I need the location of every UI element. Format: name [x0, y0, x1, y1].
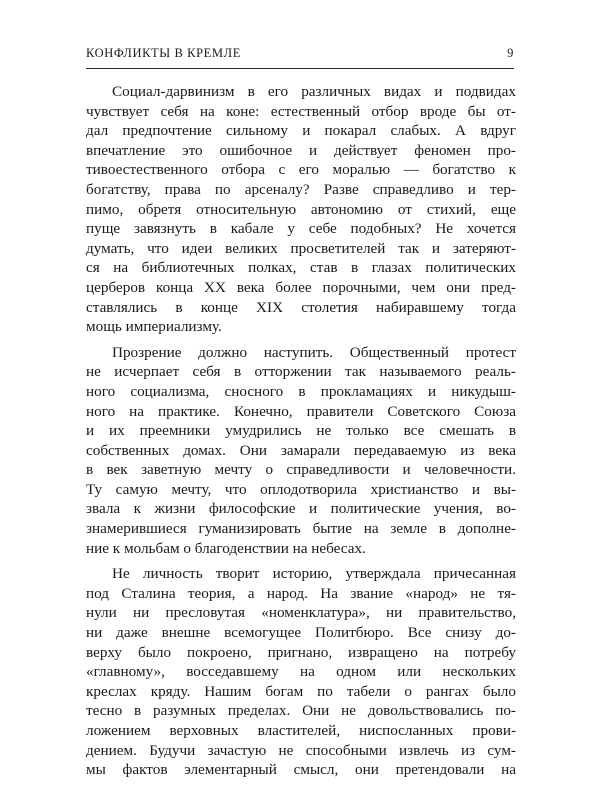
text-line: дал предпочтение сильному и покарал слабых. А вдруг	[86, 122, 516, 140]
text-line: ставлялись в конце XIX столетия набиравшему тогда	[86, 298, 516, 316]
text-line: пуще завязнуть в кабале у себе подобных? Не хочется	[86, 220, 516, 238]
text-line: Социал-дарвинизм в его различных видах и подвидах	[112, 83, 516, 100]
body-text	[86, 82, 516, 786]
text-line: в век заветную мечту о справедливости и человечности.	[86, 461, 516, 479]
text-line: ложением верховных властителей, ниспосланных прови-	[86, 722, 516, 739]
text-line: ние к мольбам о благоденствии на небесах.	[86, 539, 366, 557]
text-line: верху было покроено, пригнано, извращено на потребу	[86, 643, 516, 661]
header-rule	[86, 68, 514, 69]
text-line: пимо, обретя относительную автономию от стихий, еще	[86, 200, 516, 218]
paragraph	[86, 343, 516, 559]
text-line: звала к жизни философские и политические учения, во-	[86, 500, 516, 518]
text-line: мощь империализму.	[86, 318, 222, 336]
text-line: богатству, права по арсеналу? Разве справедливо и тер-	[86, 180, 516, 198]
text-line: не исчерпает себя в отторжении так называемого реаль-	[86, 363, 516, 381]
text-line: «главному», восседавшему на одном или нескольких	[86, 663, 516, 681]
text-line: чувствует себя на коне: естественный отбор вроде бы от-	[86, 102, 516, 120]
running-head	[86, 46, 514, 66]
text-line: впечатление это ошибочное и действует феномен про-	[86, 141, 516, 159]
text-line: ного на практике. Конечно, правители Советского Союза	[86, 402, 516, 420]
paragraph	[86, 564, 516, 780]
text-line: ся на библиотечных полках, став в глазах политических	[86, 259, 516, 277]
page-number: 9	[507, 46, 514, 60]
text-line: тесно в разумных пределах. Они не довольствовались по-	[86, 702, 516, 720]
text-line: думать, что идеи великих просветителей так и затеряют-	[86, 239, 516, 257]
text-line: мы фактов элементарный смысл, они претендовали на	[86, 761, 516, 779]
text-line: креслах кряду. Нашим богам по табели о рангах было	[86, 682, 516, 700]
running-title: КОНФЛИКТЫ В КРЕМЛЕ	[86, 46, 241, 60]
text-line: тивоестественного отбора с его моралью — богатство к	[86, 161, 516, 179]
text-line: церберов конца XX века более порочными, чем они пред-	[86, 278, 516, 296]
text-line: собственных домах. Они замарали передаваемую из века	[86, 441, 516, 459]
text-line: ного социализма, сносного в прокламациях и никудыш-	[86, 382, 516, 400]
text-line: знамерившиеся гуманизировать бытие на земле в дополне-	[86, 520, 516, 538]
text-line: Ту самую мечту, что оплодотворила христианство и вы-	[86, 480, 516, 498]
text-line: ни даже внешне всемогущее Политбюро. Все снизу до-	[86, 624, 516, 642]
text-line: дением. Будучи зачастую не способными извлечь из сум-	[86, 741, 516, 759]
text-line: Не личность творит историю, утверждала причесанная	[112, 565, 516, 583]
text-line: нули ни пресловутая «номенклатура», ни правительство,	[86, 604, 516, 622]
paragraph	[86, 82, 516, 337]
text-line: и их преемники умудрились не только все смешать в	[86, 422, 516, 440]
text-line: под Сталина теория, а народ. На звание «народ» не тя-	[86, 584, 516, 602]
text-line: Прозрение должно наступить. Общественный протест	[112, 343, 516, 361]
